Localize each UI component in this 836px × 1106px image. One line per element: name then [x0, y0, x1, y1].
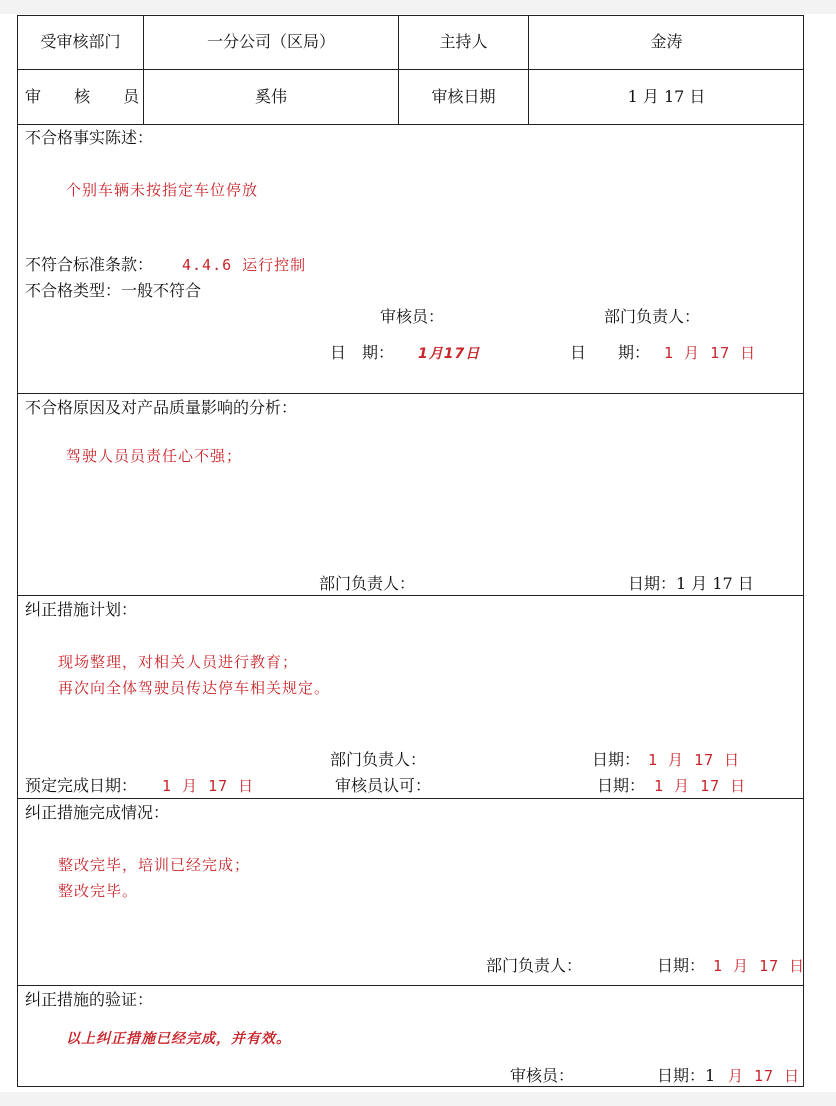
- host-value: 金涛: [650, 32, 683, 51]
- completion-line: 整改完毕。: [58, 882, 139, 900]
- date-value: 月 17 日: [728, 1067, 801, 1085]
- due-date-value: 1 月 17 日: [162, 777, 255, 795]
- section-divider: [17, 798, 804, 799]
- nonconformity-type: 不合格类型：一般不符合: [25, 281, 202, 300]
- auditor-approval-label: 审核员认可：: [335, 776, 432, 795]
- auditor-value: 奚伟: [254, 87, 287, 106]
- top-shade: [0, 0, 836, 14]
- section-heading: 纠正措施完成情况：: [25, 803, 170, 822]
- date-label: 日 期：: [330, 343, 395, 362]
- host-label: 主持人: [439, 32, 488, 51]
- completion-line: 整改完毕，培训已经完成；: [58, 856, 251, 874]
- nonconformity-fact: 个别车辆未按指定车位停放: [66, 181, 259, 199]
- section-heading: 纠正措施计划：: [25, 600, 138, 619]
- bottom-shade: [0, 1092, 836, 1106]
- date-label: 日期：: [592, 750, 641, 769]
- auditor-signature-label: 审核员：: [380, 307, 445, 326]
- due-date-label: 预定完成日期：: [25, 776, 138, 795]
- date-text: 日期：1 月 17 日: [628, 574, 754, 593]
- row-divider: [17, 69, 804, 70]
- dept-head-signature-label: 部门负责人：: [319, 574, 416, 593]
- form-border: [17, 15, 804, 1087]
- plan-line: 现场整理，对相关人员进行教育；: [58, 653, 299, 671]
- verification-statement: 以上纠正措施已经完成，并有效。: [66, 1031, 291, 1047]
- auditor-label: 审 核 员: [25, 87, 154, 106]
- dept-head-signature-label: 部门负责人：: [330, 750, 427, 769]
- date-label: 日 期：: [570, 343, 651, 362]
- date-value: 1 月 17 日: [664, 344, 757, 362]
- date-value: 1 月 17 日: [713, 957, 806, 975]
- section-heading: 不合格事实陈述：: [25, 128, 154, 147]
- date-value: 1 月 17 日: [654, 777, 747, 795]
- dept-label: 受审核部门: [40, 32, 121, 51]
- section-heading: 不合格原因及对产品质量影响的分析：: [25, 398, 298, 417]
- date-value: 1 月 17 日: [648, 751, 741, 769]
- row-divider: [17, 124, 804, 125]
- dept-value: 一分公司（区局）: [206, 32, 335, 51]
- date-value-handwritten: 1月17日: [418, 346, 481, 362]
- auditor-signature-label: 审核员：: [510, 1066, 575, 1085]
- date-label: 日期：1: [657, 1066, 716, 1085]
- audit-date-label: 审核日期: [431, 87, 496, 106]
- section-heading: 纠正措施的验证：: [25, 990, 154, 1009]
- clause-value: 4.4.6 运行控制: [182, 256, 307, 274]
- date-label: 日期：: [657, 956, 706, 975]
- section-divider: [17, 393, 804, 394]
- clause-label: 不符合标准条款：: [25, 255, 154, 274]
- plan-line: 再次向全体驾驶员传达停车相关规定。: [58, 679, 331, 697]
- date-label: 日期：: [597, 776, 646, 795]
- dept-head-signature-label: 部门负责人：: [604, 307, 701, 326]
- audit-date-value: 1 月 17 日: [627, 87, 706, 106]
- section-divider: [17, 595, 804, 596]
- dept-head-signature-label: 部门负责人：: [486, 956, 583, 975]
- section-divider: [17, 985, 804, 986]
- cause-analysis: 驾驶人员员责任心不强；: [66, 447, 243, 465]
